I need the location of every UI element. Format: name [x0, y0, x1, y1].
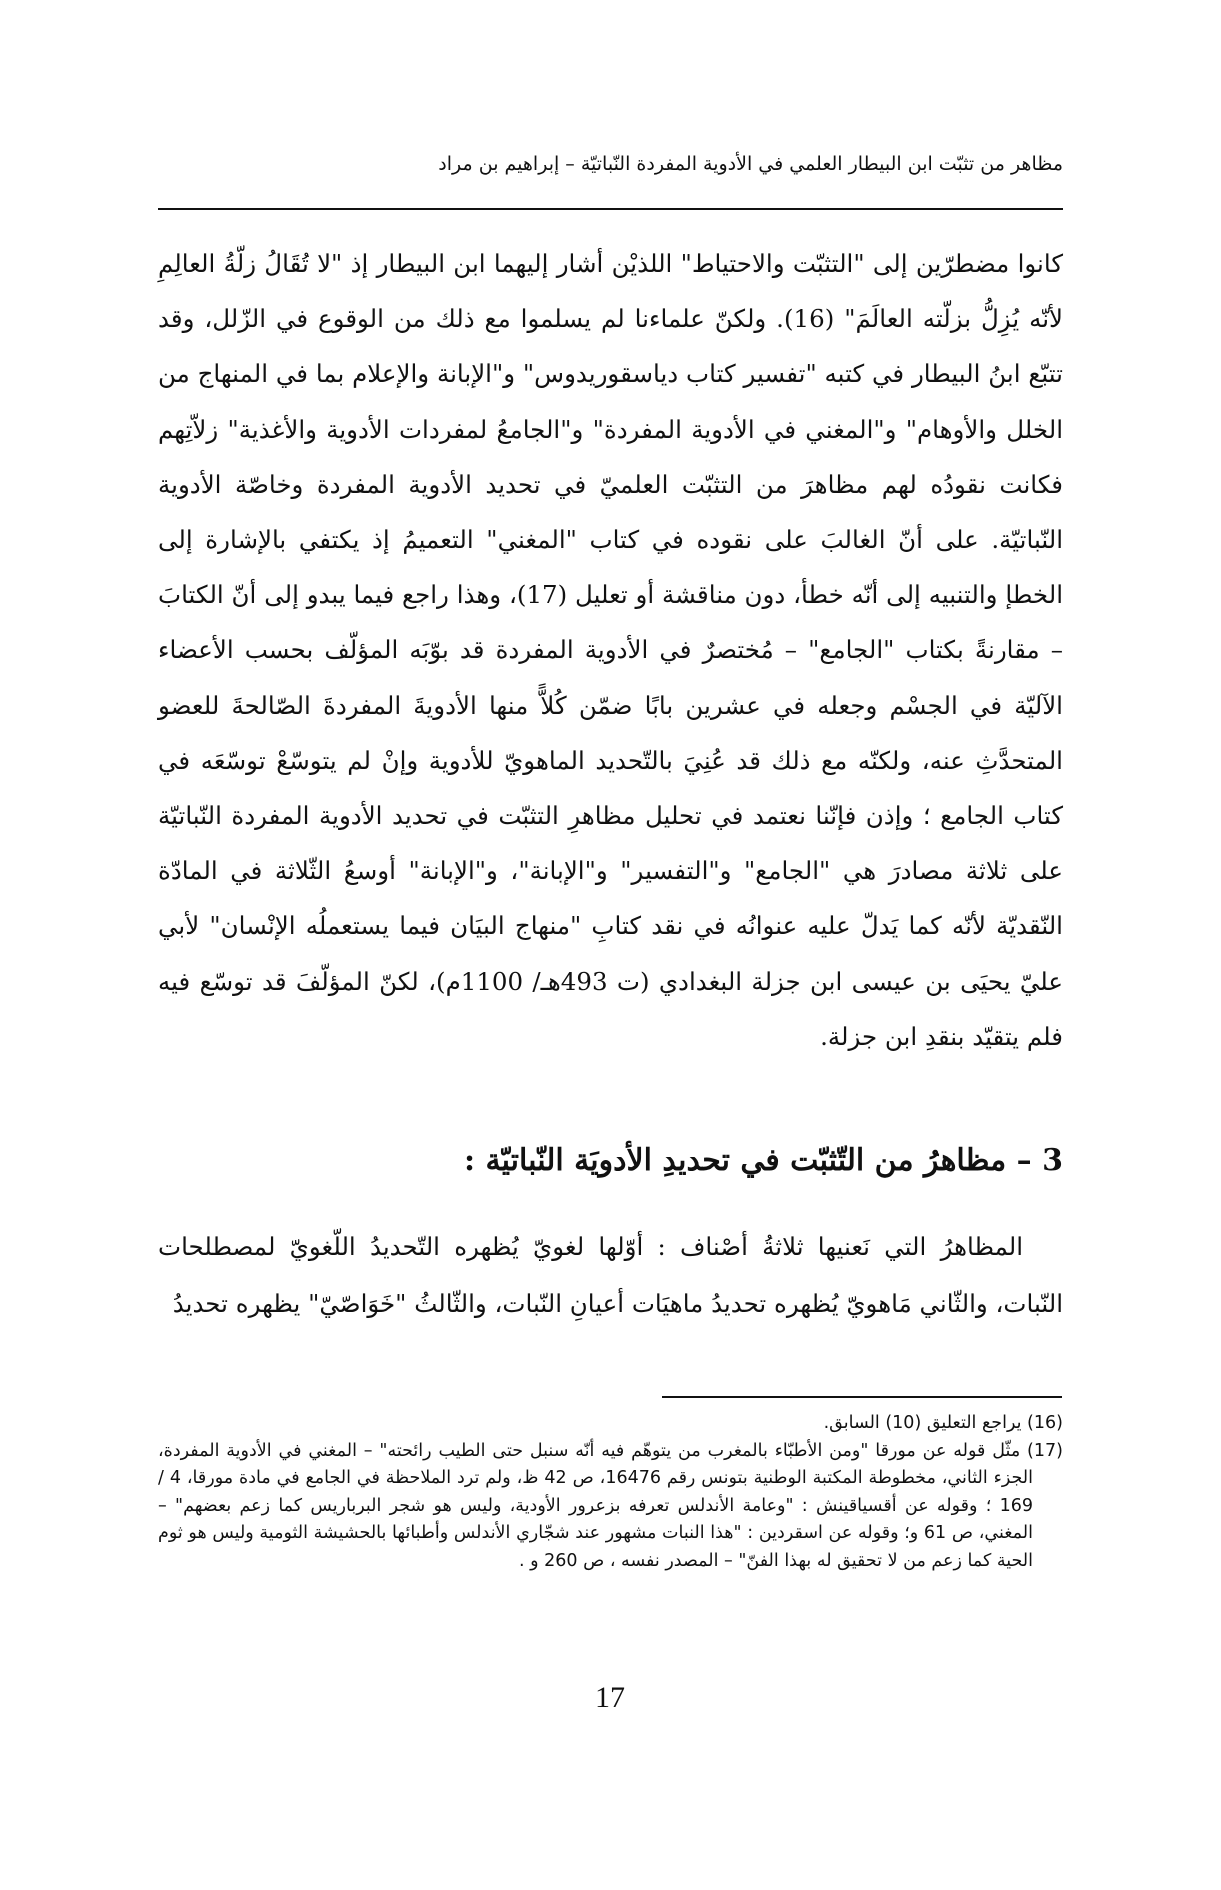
footnote-rule: [662, 1396, 1062, 1398]
footnote-17: (17) مثّل قوله عن مورقا "ومن الأطبّاء بالمغرب من يتوهّم فيه أنّه سنبل حتى الطيب رائحته" – المغني في الأدوية المفردة، الجزء الثاني، مخطوطة المكتبة الوطنية بتونس رقم 16476، ص 42 ظ، ولم ترد الملاحظة في الجامع في مادة مورقا، 4 / 169 ؛ وقوله عن أقسياقينش : "وعامة الأندلس تعرفه بزعرور الأودية، وليس هو شجر البرباريس كما زعم بعضهم" – المغني، ص 61 و؛ وقوله عن اسقردين : "هذا النبات مشهور عند شجّاري الأندلس وأطبائها بالحشيشة الثومية وليس هو ثوم الحية كما زعم من لا تحقيق له بهذا الفنّ" – المصدر نفسه ، ص 260 و .: [158, 1440, 1063, 1571]
footnotes: [158, 1410, 1063, 1575]
page-number: 17: [595, 1681, 625, 1714]
footnote-16: (16) يراجع التعليق (10) السابق.: [823, 1413, 1063, 1433]
section-paragraph: المظاهرُ التي نَعنيها ثلاثةُ أصْناف : أوّلها لغويّ يُظهره التّحديدُ اللّغويّ لمصطلحات النّبات، والثّاني مَاهويّ يُظهره تحديدُ ماهيَات أعيانِ النّبات، والثّالثُ "خَوَاصّيّ" يظهره تحديدُ: [158, 1232, 1063, 1318]
header-rule: [158, 208, 1063, 210]
main-paragraph: كانوا مضطرّين إلى "التثبّت والاحتياط" اللذيْن أشار إليهما ابن البيطار إذ "لا تُقَالُ زلّةُ العالِمِ لأنّه يُزِلُّ بزلّته العالَمَ" (16). ولكنّ علماءنا لم يسلموا مع ذلك من الوقوع في الزّلل، وقد تتبّع ابنُ البيطار في كتبه "تفسير كتاب دياسقوريدوس" و"الإبانة والإعلام بما في المنهاج من الخلل والأوهام" و"المغني في الأدوية المفردة" و"الجامعُ لمفردات الأدوية والأغذية" زلاّتِهم فكانت نقودُه لهم مظاهرَ من التثبّت العلميّ في تحديد الأدوية المفردة وخاصّة الأدوية النّباتيّة. على أنّ الغالبَ على نقوده في كتاب "المغني" التعميمُ إذ يكتفي بالإشارة إلى الخطإ والتنبيه إلى أنّه خطأ، دون مناقشة أو تعليل (17)، وهذا راجع فيما يبدو إلى أنّ الكتابَ – مقارنةً بكتاب "الجامع" – مُختصرٌ في الأدوية المفردة قد بوّبَه المؤلّف بحسب الأعضاء الآليّة في الجسْم وجعله في عشرين بابًا ضمّن كُلاًّ منها الأدويةَ المفردةَ الصّالحةَ للعضو المتحدَّثِ عنه، ولكنّه مع ذلك قد عُنِيَ بالتّحديد الماهويّ للأدوية وإنْ لم يتوسّعْ توسّعَه في كتاب الجامع ؛ وإذن فإنّنا نعتمد في تحليل مظاهرِ التثبّت في تحديد الأدوية المفردة النّباتيّة على ثلاثة مصادرَ هي "الجامع" و"التفسير" و"الإبانة"، و"الإبانة" أوسعُ الثّلاثة في المادّة النّقديّة لأنّه كما يَدلّ عليه عنوانُه في نقد كتابِ "منهاج البيَان فيما يستعملُه الإنْسان" لأبي عليّ يحيَى بن عيسى ابن جزلة البغدادي (ت 493هـ/ 1100م)، لكنّ المؤلّفَ قد توسّع فيه فلم يتقيّد بنقدِ ابن جزلة.: [158, 249, 1064, 1051]
running-header: مظاهر من تثبّت ابن البيطار العلمي في الأدوية المفردة النّباتيّة – إبراهيم بن مراد: [438, 153, 1063, 175]
section-heading: 3 – مظاهرُ من التّثبّت في تحديدِ الأدويَة النّباتيّة :: [464, 1143, 1063, 1178]
